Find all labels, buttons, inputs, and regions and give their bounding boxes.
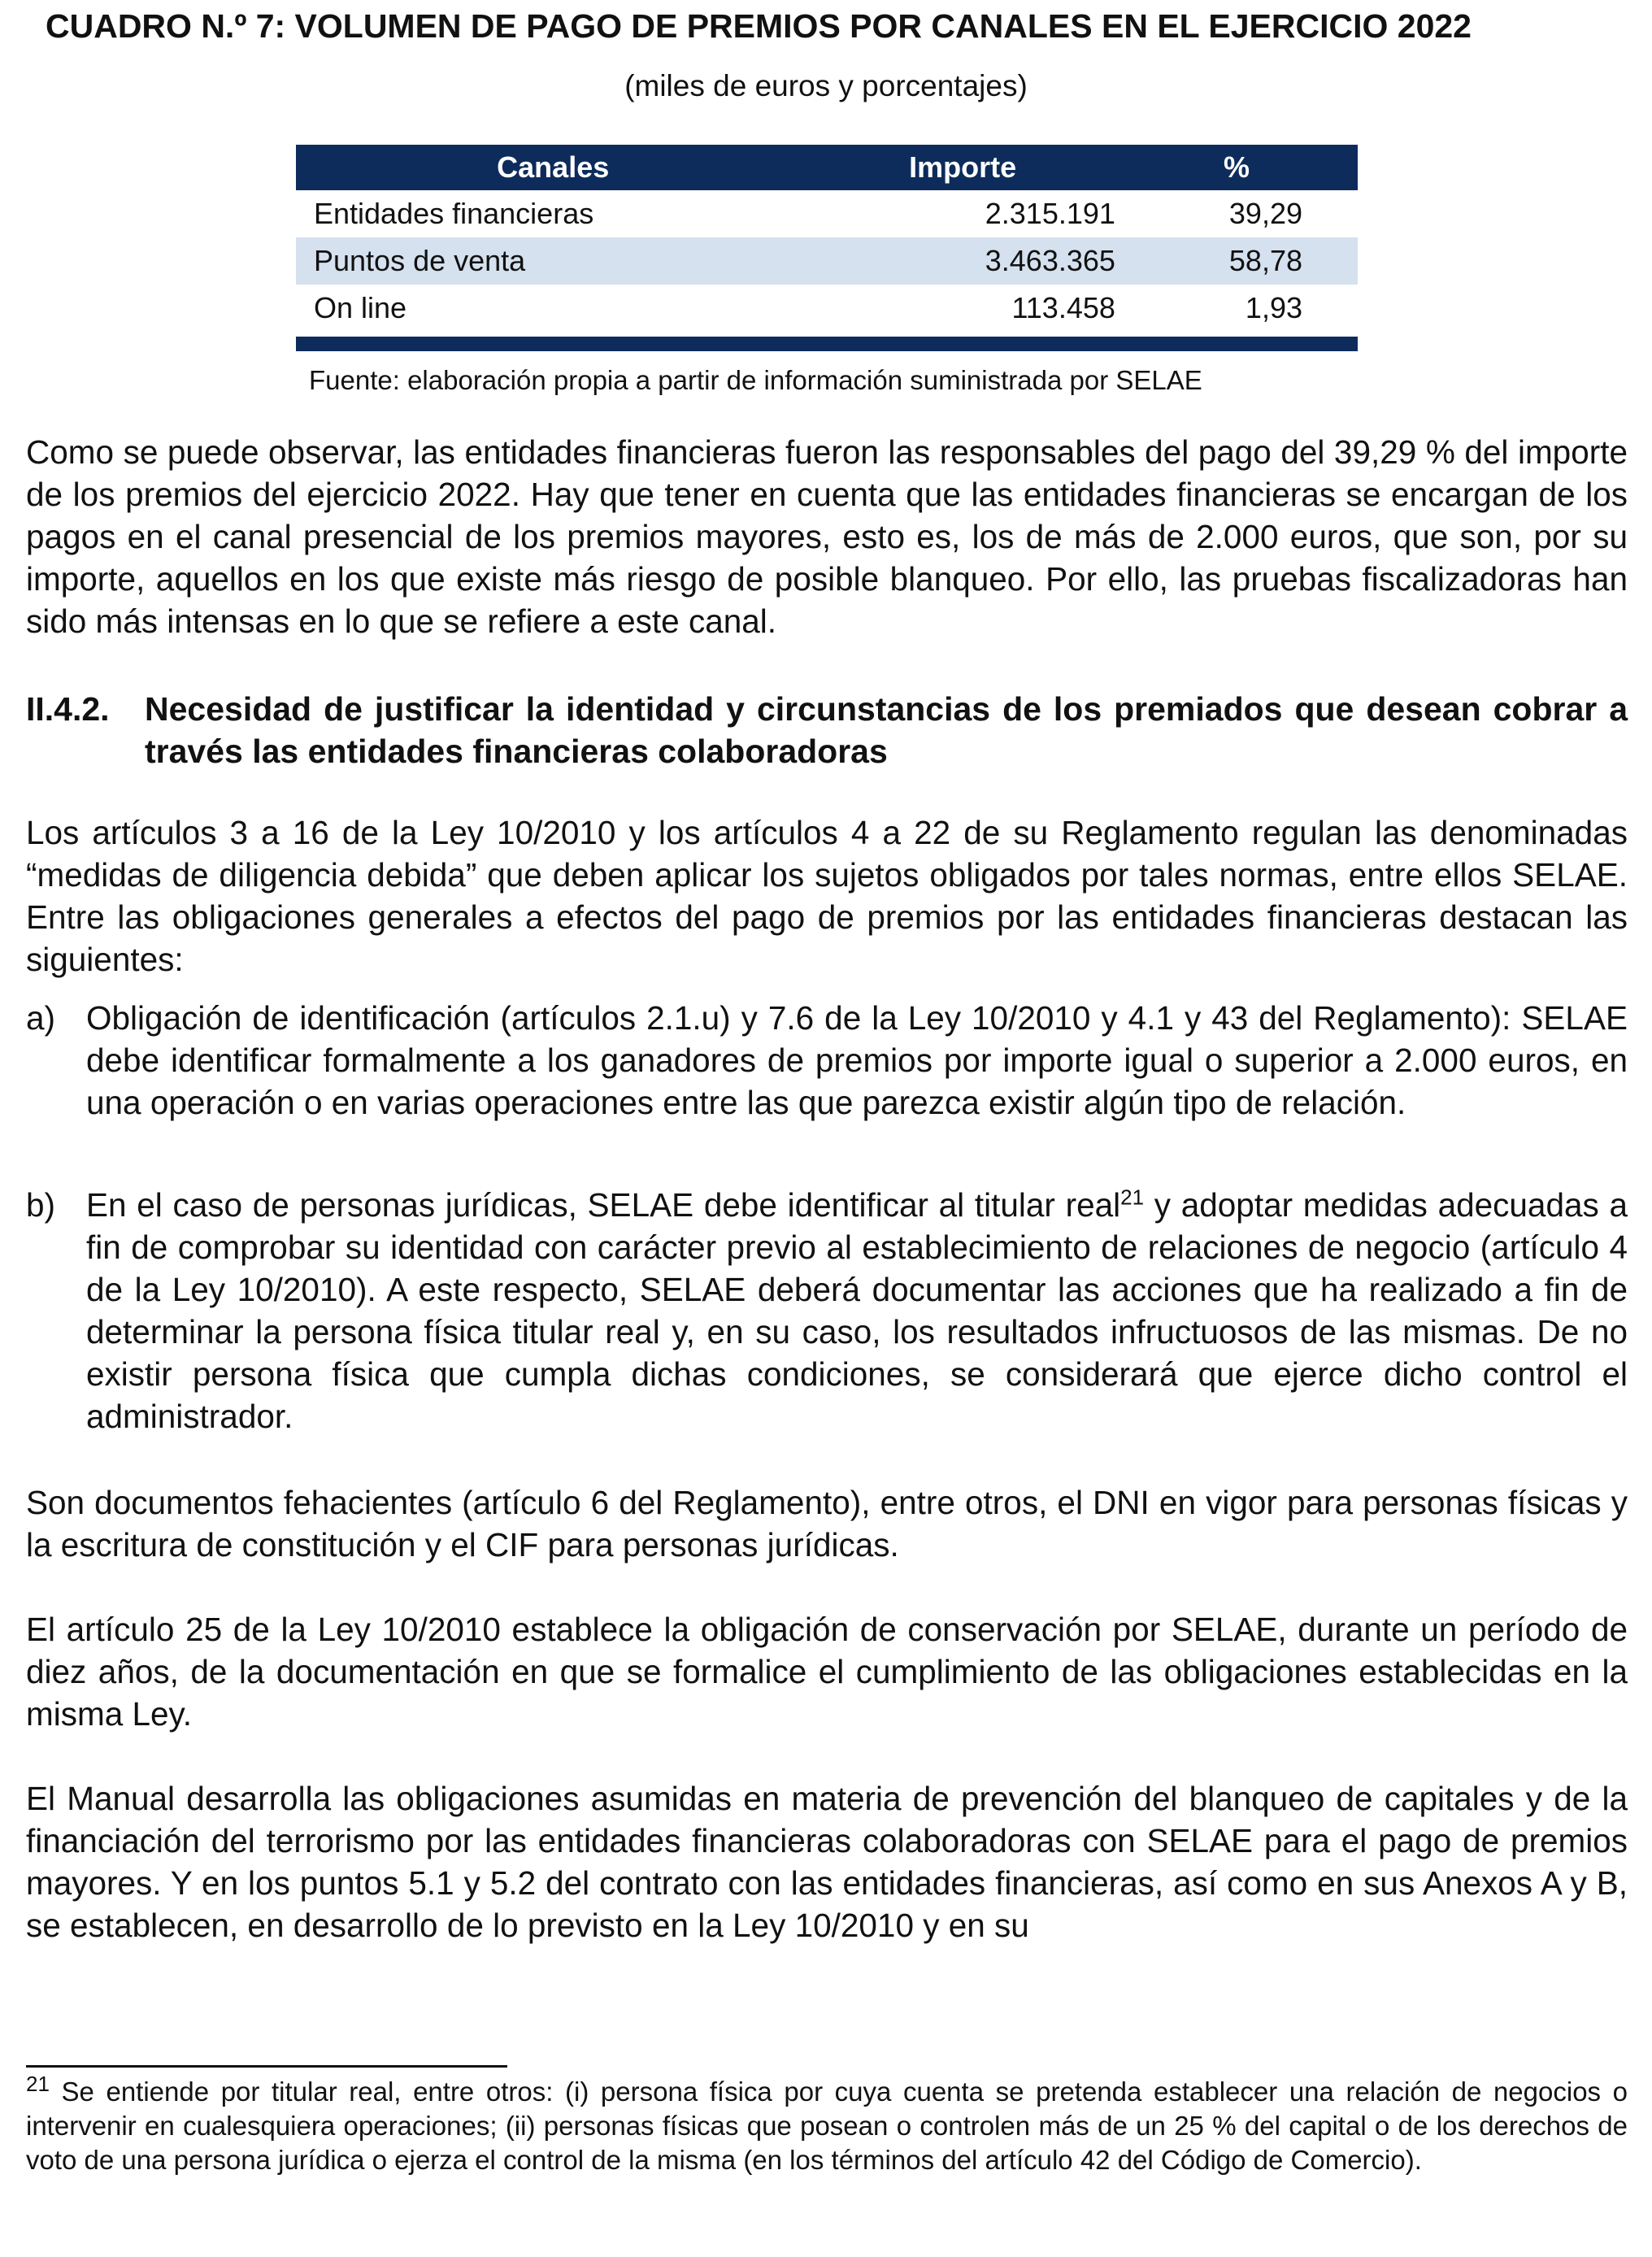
table-source-note: Fuente: elaboración propia a partir de información suministrada por SELAE [309, 365, 1202, 395]
header-importe: Importe [909, 150, 1017, 184]
paragraph-manual: El Manual desarrolla las obligaciones asumidas en materia de prevención del blanqueo de capitales y de la financiación del terrorismo por las entidades financieras colaboradoras con SELAE para el pago de premios mayores. Y en los puntos 5.1 y 5.2 del contrato con las entidades financieras, así como en sus Anexos A y B, se establecen, en desarrollo de lo previsto en la Ley 10/2010 y en su [26, 1780, 1628, 1944]
cell-importe: 113.458 [1011, 291, 1115, 324]
footnote-ref-21[interactable]: 21 [1120, 1185, 1145, 1210]
paragraph-observacion: Como se puede observar, las entidades financieras fueron las responsables del pago del 39,29 % del importe de los premios del ejercicio 2022. Hay que tener en cuenta que las entidades financieras se encargan de los pagos en el canal presencial de los premios mayores, esto es, los de más de 2.000 euros, que son, por su importe, aquellos en los que existe más riesgo de posible blanqueo. Por ello, las pruebas fiscalizadoras han sido más intensas en lo que se refiere a este canal. [26, 433, 1628, 640]
header-canales: Canales [497, 150, 610, 184]
cell-importe: 3.463.365 [985, 244, 1115, 277]
footnote-21 [26, 2072, 1628, 2177]
footnote-divider [26, 2065, 507, 2068]
section-heading [26, 688, 1628, 772]
cell-porcentaje: 39,29 [1228, 197, 1302, 230]
list-text-a: Obligación de identificación (artículos 2.1.u) y 7.6 de la Ley 10/2010 y 4.1 y 43 del Reglamento): SELAE debe identificar formalmente a los ganadores de premios por importe igual o superior a 2.000 euros, en una operación o en varias operaciones entre las que parezca existir algún tipo de relación. [86, 999, 1628, 1121]
list-label-a: a) [26, 999, 56, 1037]
list-label-b: b) [26, 1186, 56, 1224]
table-row [296, 190, 1358, 237]
list-text-b-start: En el caso de personas jurídicas, SELAE debe identificar al titular real [86, 1186, 1121, 1224]
section-number: II.4.2. [26, 690, 110, 728]
table-bottom-bar [296, 337, 1358, 351]
footnote-text: Se entiende por titular real, entre otros: (i) persona física por cuya cuenta se pretenda establecer una relación de negocios o intervenir en cualesquiera operaciones; (ii) personas físicas que posean o controlen más de un 25 % del capital o de los derechos de voto de una persona jurídica o ejerza el control de la misma (en los términos del artículo 42 del Código de Comercio). [26, 2077, 1628, 2175]
cell-porcentaje: 58,78 [1228, 244, 1302, 277]
paragraph-documentos: Son documentos fehacientes (artículo 6 del Reglamento), entre otros, el DNI en vigor para personas físicas y la escritura de constitución y el CIF para personas jurídicas. [26, 1484, 1628, 1563]
list-text-b-end: y adoptar medidas adecuadas a fin de comprobar su identidad con carácter previo al establecimiento de relaciones de negocio (artículo 4 de la Ley 10/2010). A este respecto, SELAE deberá documentar las acciones que ha realizado a fin de determinar la persona física titular real y, en su caso, los resultados infructuosos de las mismas. De no existir persona física que cumpla dichas condiciones, se considerará que ejerce dicho control el administrador. [86, 1186, 1628, 1435]
paragraph-conservacion: El artículo 25 de la Ley 10/2010 establece la obligación de conservación por SELAE, durante un período de diez años, de la documentación en que se formalice el cumplimiento de las obligaciones establecidas en la misma Ley. [26, 1611, 1628, 1733]
cell-canal: Puntos de venta [314, 244, 526, 277]
section-title: Necesidad de justificar la identidad y circunstancias de los premiados que desean cobrar a través las entidades financieras colaboradoras [145, 690, 1628, 770]
cell-canal: Entidades financieras [314, 197, 594, 230]
footnote-marker: 21 [26, 2072, 50, 2096]
list-item-b [26, 1184, 1628, 1437]
cell-porcentaje: 1,93 [1245, 291, 1302, 324]
table-row [296, 285, 1358, 332]
paragraph-articulos: Los artículos 3 a 16 de la Ley 10/2010 y los artículos 4 a 22 de su Reglamento regulan las denominadas “medidas de diligencia debida” que deben aplicar los sujetos obligados por tales normas, entre ellos SELAE. Entre las obligaciones generales a efectos del pago de premios por las entidades financieras destacan las siguientes: [26, 814, 1628, 978]
cell-canal: On line [314, 291, 407, 324]
cell-importe: 2.315.191 [985, 197, 1115, 230]
list-item-a [26, 997, 1628, 1124]
table-caption-title: CUADRO N.º 7: VOLUMEN DE PAGO DE PREMIOS POR CANALES EN EL EJERCICIO 2022 [46, 7, 1472, 45]
header-porcentaje: % [1223, 150, 1250, 184]
table-header-row [296, 145, 1358, 190]
premios-canales-table [296, 145, 1358, 332]
list-text-b [86, 1184, 1628, 1437]
table-row [296, 237, 1358, 285]
table-caption-subtitle: (miles de euros y porcentajes) [624, 69, 1028, 102]
